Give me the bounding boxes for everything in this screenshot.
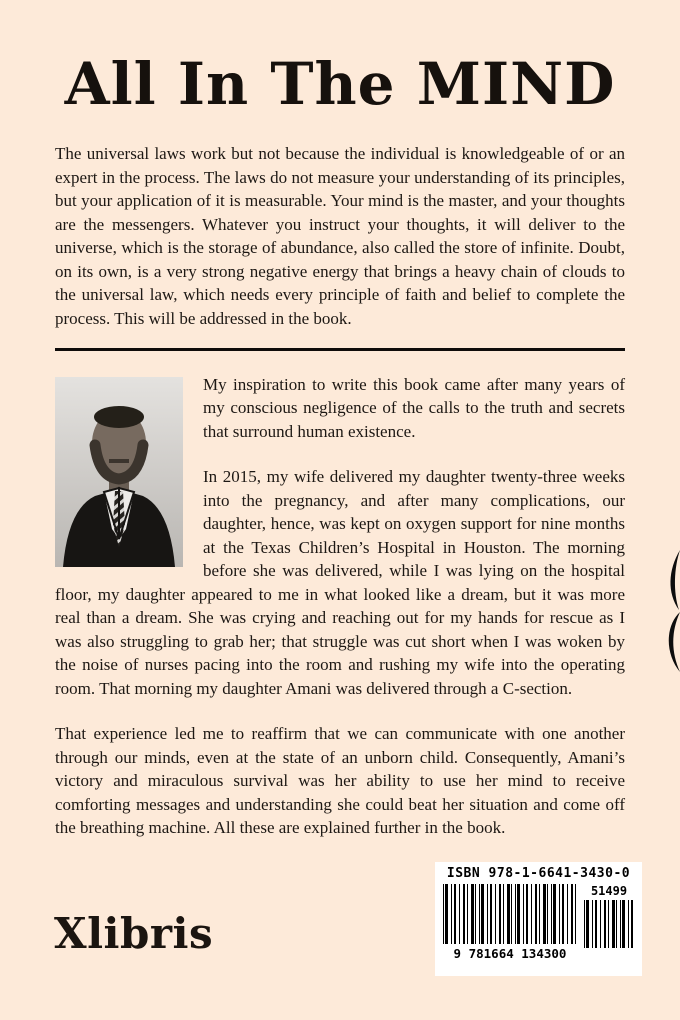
barcode-bars-row <box>443 884 634 961</box>
barcode-addon-column <box>584 884 634 961</box>
intro-paragraph: The universal laws work but not because the individual is knowledgeable of or an expert in the process. The laws do not measure your understanding of its principles, but your application of it is measurable. Your mind is the master, and your thoughts are the messengers. Whatever you instruct your thoughts, it will deliver to the universe, which is the storage of abundance, also called the store of infinite. Doubt, on its own, is a very strong negative energy that brings a heavy chain of clouds to the universal law, which needs every principle of faith and belief to complete the process. This will be addressed in the book. <box>55 144 625 328</box>
book-title: All In The MIND <box>64 50 616 118</box>
author-photo <box>55 377 183 567</box>
bio-paragraph: That experience led me to reaffirm that we can communicate with one another through our minds, even at the state of an unborn child. Consequently, Amani’s victory and miraculous survival was her ability to use her mind to receive comforting messages and understanding she could beat her situation and come off the breathing machine. All these are explained further in the book. <box>55 724 625 837</box>
author-portrait-illustration <box>55 377 183 567</box>
isbn-number: ISBN 978-1-6641-3430-0 <box>446 866 631 881</box>
bio-paragraph: In 2015, my wife delivered my daughter twenty-three weeks into the pregnancy, and after many complications, our daughter, hence, was kept on oxygen support for nine months at the Texas Children’s Hospital in Houston. The morning before she was delivered, while I was lying on the hospital floor, my daughter appeared to me in what looked like a dream, but it was more real than a dream. She was crying and reaching out for my hands for rescue as I was also struggling to grab her; that struggle was cut short when I was woken by the noise of nurses pacing into the room and rushing my wife into the operating room. That morning my daughter Amani was delivered through a C-section. <box>55 467 625 698</box>
divider-rule <box>55 348 625 351</box>
barcode-panel <box>435 862 642 976</box>
barcode-main-column <box>443 884 577 961</box>
barcode-digits: 9 781664 134300 <box>453 946 567 961</box>
barcode-price-code: 51499 <box>590 884 628 898</box>
bio-paragraph: My inspiration to write this book came after many years of my conscious negligence of the calls to the truth and secrets that surround human existence. <box>203 374 625 441</box>
author-bio-section <box>55 373 625 840</box>
barcode-bars <box>443 884 577 944</box>
barcode-addon-bars <box>584 900 634 948</box>
page-curl-decoration <box>662 548 680 674</box>
publisher-logo: Xlibris <box>54 909 214 958</box>
